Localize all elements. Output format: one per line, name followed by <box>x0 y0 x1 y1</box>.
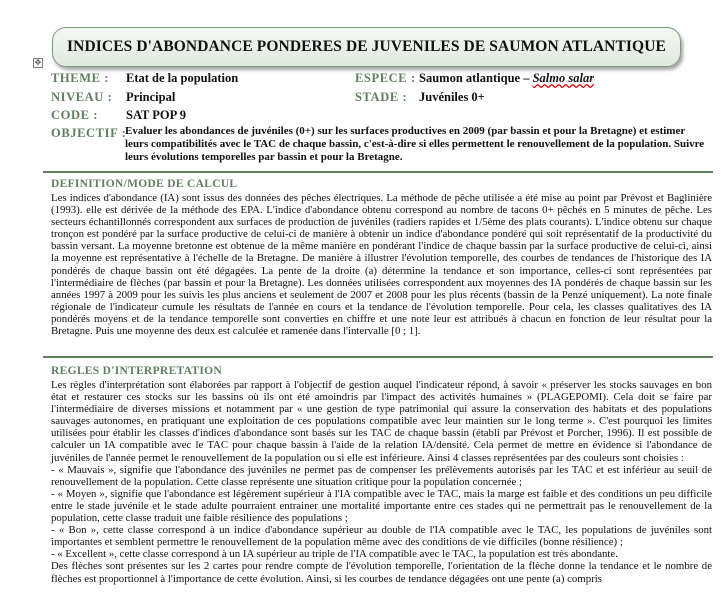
table-anchor-icon[interactable]: ✥ <box>34 58 42 67</box>
regles-excellent: - « Excellent », cette classe correspond à un IA supérieur au triple de l'IA compatible avec le TAC, la population est très abondante. <box>51 548 618 561</box>
espece-label: ESPECE : <box>355 71 416 85</box>
theme-value: Etat de la population <box>126 71 239 85</box>
regles-moyen: - « Moyen », signifie que l'abondance est légèrement supérieur à l'IA compatible avec le TAC, mais la marge est faible et des conditions un peu difficile entre le stade juvénile et le stade adulte pourraient entrainer une mortalité importante entre ces stades qui ne permettrait pas le renouvellement de la population, cette classe traduit une faible résilience des populations ; <box>51 487 712 525</box>
espece-common-name: Saumon atlantique – <box>419 71 533 85</box>
page-title: INDICES D'ABONDANCE PONDERES DE JUVENILES DE SAUMON ATLANTIQUE <box>52 27 681 67</box>
regles-text <box>51 379 712 600</box>
theme-label: THEME : <box>51 71 110 85</box>
regles-bon: - « Bon », cette classe correspond à un indice d'abondance supérieur au double de l'IA compatible avec le TAC, les populations de juvéniles sont importantes et semblent permettre le renouvellement de la population même avec des conditions de vie difficiles (bonne résilience) ; <box>51 524 712 549</box>
stade-value: Juvéniles 0+ <box>419 90 485 104</box>
stade-label: STADE : <box>355 90 408 104</box>
section-divider <box>43 171 713 173</box>
regles-paragraph: Les règles d'interprétation sont élaborées par rapport à l'objectif de gestion auquel l'indicateur répond, à savoir « préserver les stocks sauvages en bon état et restaurer ces stocks sur les bassins où ils ont été amoindris par l'impact des activités humaines » (PLAGEPOMI). Cela doit se faire par l'intermédiaire de diverses missions et notamment par « une gestion de type patrimonial qui assure la conservation des habitats et des populations sauvages autonomes, en pratiquant une exploitation de ces populations compatible avec leur maintien sur le long terme ». C'est pourquoi les limites utilisées pour établir les classes d'indices d'abondance sont basés sur les TAC de chaque bassin (établi par Prévost et Porcher, 1996). Il est possible de calculer un IA compatible avec le TAC pour chaque bassin à l'aide de la relation IA/densité. Cela permet de mettre en évidence si l'abondance de juvéniles de l'année permet le renouvellement de la population ou si elle est inférieure. Ainsi 4 classes représentées par des couleurs sont choisies : <box>51 379 712 464</box>
objectif-label: OBJECTIF : <box>51 126 127 140</box>
section-divider <box>43 356 713 358</box>
code-label: CODE : <box>51 108 99 122</box>
definition-text <box>51 192 712 352</box>
definition-title: DEFINITION/MODE DE CALCUL <box>51 178 238 190</box>
regles-mauvais: - « Mauvais », signifie que l'abondance des juvéniles ne permet pas de compenser les prélèvements autorisés par les TAC et est inférieur au seuil de renouvellement de la population. Cette classe représente une situation critique pour la population concernée ; <box>51 463 712 488</box>
objectif-value: Evaluer les abondances de juvéniles (0+) sur les surfaces productives en 2009 (par bassin et pour la Bretagne) et estimer leurs compatibilités avec le TAC de chaque bassin, c'est-à-dire si elles permettent le renouvellement de la population. Suivre leurs évolutions temporelles par bassin et pour la Bretagne. <box>125 125 705 164</box>
definition-paragraph: Les indices d'abondance (IA) sont issus des données des pêches électriques. La méthode de pêche utilisée a été mise au point par Prévost et Baglinière (1993). elle est dérivée de la méthode des EPA. L'indice d'abondance obtenu correspond au nombre de tacons 0+ pêchés en 5 minutes de pêche. Les secteurs échantillonnés correspondent aux surfaces de production de juvéniles (radiers rapides et 1/5ème des plats courants). L'indice obtenu sur chaque tronçon est pondéré par la surface productive de celui-ci de manière à obtenir un indice d'abondance pondéré qui soit représentatif de la productivité du bassin versant. La moyenne bretonne est obtenue de la même manière en pondérant l'indice de chaque bassin par la surface productive de celui-ci, ainsi la moyenne est représentative à l'échelle de la Bretagne. De manière à illustrer l'évolution temporelle, des courbes de tendances de l'historique des IA pondérés de chaque bassin ont été dégagées. La pente de la droite (a) détermine la tendance et son importance, celles-ci sont représentées par l'intermédiaire de flèches (par bassin et pour la Bretagne). Les données utilisées correspondent aux moyennes des IA pondérés de chaque bassin sur les années 1997 à 2009 pour les suivis les plus anciens et seulement de 2007 et 2008 pour les plus récents (bassin de la Penzé uniquement). La note finale régionale de l'indicateur cumule les résultats de l'année en cours et la tendance de l'évolution temporelle. Pour cela, les classes qualitatives des IA pondérés moyens et de la tendance temporelle sont converties en chiffre et une note leur est attribués à chacun en fonction de leur résultat pour la Bretagne. Puis une moyenne des deux est calculée et ramenée dans l'intervalle [0 ; 1]. <box>51 192 712 338</box>
espece-value <box>419 71 594 86</box>
regles-title: REGLES D'INTERPRETATION <box>51 365 223 377</box>
niveau-value: Principal <box>126 90 176 104</box>
niveau-label: NIVEAU : <box>51 90 113 104</box>
code-value: SAT POP 9 <box>126 108 186 122</box>
espece-latin-name: Salmo salar <box>532 71 595 85</box>
regles-fleches: Des flèches sont présentes sur les 2 cartes pour rendre compte de l'évolution temporelle, l'orientation de la flèche donne la tendance et le nombre de flèches est proportionnel à l'importance de cette évolution. Ainsi, si les courbes de tendance dégagées ont une pente (a) compris <box>51 560 712 585</box>
